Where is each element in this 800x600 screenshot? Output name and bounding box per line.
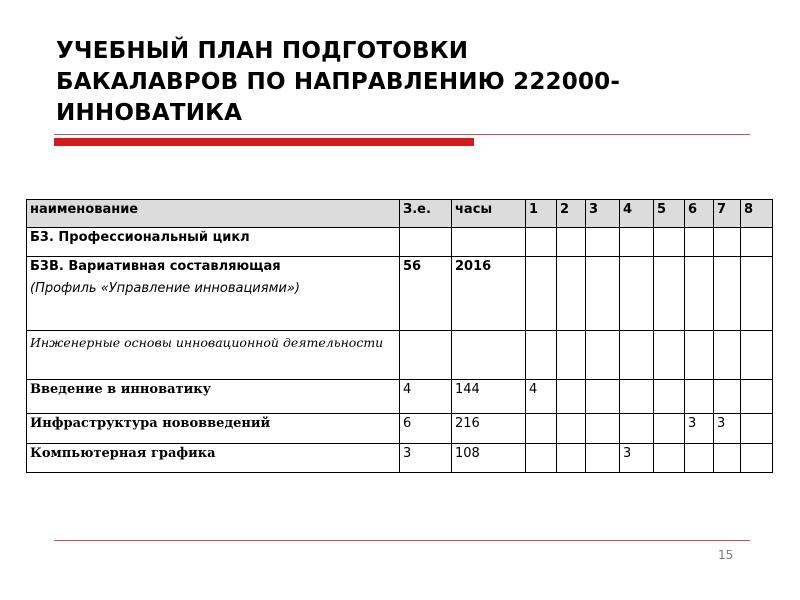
cell-semester (620, 331, 654, 380)
cell-ze: 4 (400, 380, 452, 414)
cell-semester (654, 414, 685, 444)
cell-name: Инфраструктура нововведений (27, 414, 400, 444)
table-row (27, 414, 773, 444)
cell-semester (741, 380, 773, 414)
cell-semester (714, 380, 741, 414)
cell-semester: 4 (526, 380, 557, 414)
cell-semester (526, 228, 557, 257)
table-header-row (27, 200, 773, 228)
cell-hours (452, 331, 526, 380)
title-accent-bar (54, 138, 474, 146)
cell-semester (526, 444, 557, 473)
cell-semester (654, 228, 685, 257)
cell-semester (685, 257, 714, 331)
cell-semester (654, 257, 685, 331)
header-cell-name: наименование (27, 200, 400, 228)
table-row (27, 228, 773, 257)
header-cell-semester: 7 (714, 200, 741, 228)
cell-semester (685, 444, 714, 473)
header-cell-ze: З.е. (400, 200, 452, 228)
page-number: 15 (718, 548, 734, 562)
cell-semester (526, 331, 557, 380)
cell-ze: 6 (400, 414, 452, 444)
cell-semester (620, 380, 654, 414)
cell-name (27, 257, 400, 331)
cell-hours: 144 (452, 380, 526, 414)
cell-semester (586, 331, 620, 380)
slide-title (56, 36, 756, 129)
cell-name: Введение в инноватику (27, 380, 400, 414)
table-row (27, 444, 773, 473)
cell-semester (741, 228, 773, 257)
header-cell-semester: 1 (526, 200, 557, 228)
cell-name: Б3. Профессиональный цикл (27, 228, 400, 257)
cell-semester (654, 380, 685, 414)
header-cell-semester: 3 (586, 200, 620, 228)
cell-semester (714, 444, 741, 473)
cell-semester (586, 380, 620, 414)
cell-semester (557, 331, 586, 380)
cell-semester (586, 257, 620, 331)
header-cell-semester: 2 (557, 200, 586, 228)
cell-semester (685, 380, 714, 414)
header-cell-semester: 8 (741, 200, 773, 228)
slide-title-line: БАКАЛАВРОВ ПО НАПРАВЛЕНИЮ 222000- (56, 69, 621, 95)
cell-name-profile: (Профиль «Управление инновациями») (30, 281, 300, 296)
cell-semester (557, 257, 586, 331)
slide-title-line: УЧЕБНЫЙ ПЛАН ПОДГОТОВКИ (56, 38, 469, 64)
cell-hours: 2016 (452, 257, 526, 331)
cell-semester (526, 257, 557, 331)
header-cell-hours: часы (452, 200, 526, 228)
cell-semester (685, 331, 714, 380)
cell-semester (741, 414, 773, 444)
cell-ze (400, 331, 452, 380)
cell-semester (620, 414, 654, 444)
cell-semester (557, 414, 586, 444)
cell-semester (741, 331, 773, 380)
cell-semester (654, 331, 685, 380)
cell-semester (526, 414, 557, 444)
cell-semester (685, 228, 714, 257)
cell-semester (557, 380, 586, 414)
cell-semester: 3 (685, 414, 714, 444)
cell-semester (654, 444, 685, 473)
slide-title-line: ИННОВАТИКА (56, 100, 243, 126)
cell-name-main: Б3В. Вариативная составляющая (30, 259, 281, 274)
header-cell-semester: 5 (654, 200, 685, 228)
footer-divider-line (54, 540, 750, 541)
cell-ze: 3 (400, 444, 452, 473)
cell-semester (620, 228, 654, 257)
cell-semester (741, 444, 773, 473)
cell-hours: 216 (452, 414, 526, 444)
cell-hours: 108 (452, 444, 526, 473)
cell-semester (714, 228, 741, 257)
cell-semester (586, 444, 620, 473)
title-divider-line (54, 134, 750, 135)
header-cell-semester: 6 (685, 200, 714, 228)
header-cell-semester: 4 (620, 200, 654, 228)
cell-semester (741, 257, 773, 331)
cell-semester: 3 (714, 414, 741, 444)
cell-name: Инженерные основы инновационной деятельности (27, 331, 400, 380)
cell-semester (557, 228, 586, 257)
cell-semester (714, 331, 741, 380)
cell-hours (452, 228, 526, 257)
curriculum-table (26, 199, 773, 473)
cell-name: Компьютерная графика (27, 444, 400, 473)
cell-semester (586, 228, 620, 257)
cell-semester: 3 (620, 444, 654, 473)
cell-semester (586, 414, 620, 444)
table-row (27, 380, 773, 414)
table-row (27, 331, 773, 380)
cell-semester (557, 444, 586, 473)
cell-semester (714, 257, 741, 331)
cell-semester (620, 257, 654, 331)
cell-ze: 56 (400, 257, 452, 331)
table-row (27, 257, 773, 331)
cell-ze (400, 228, 452, 257)
